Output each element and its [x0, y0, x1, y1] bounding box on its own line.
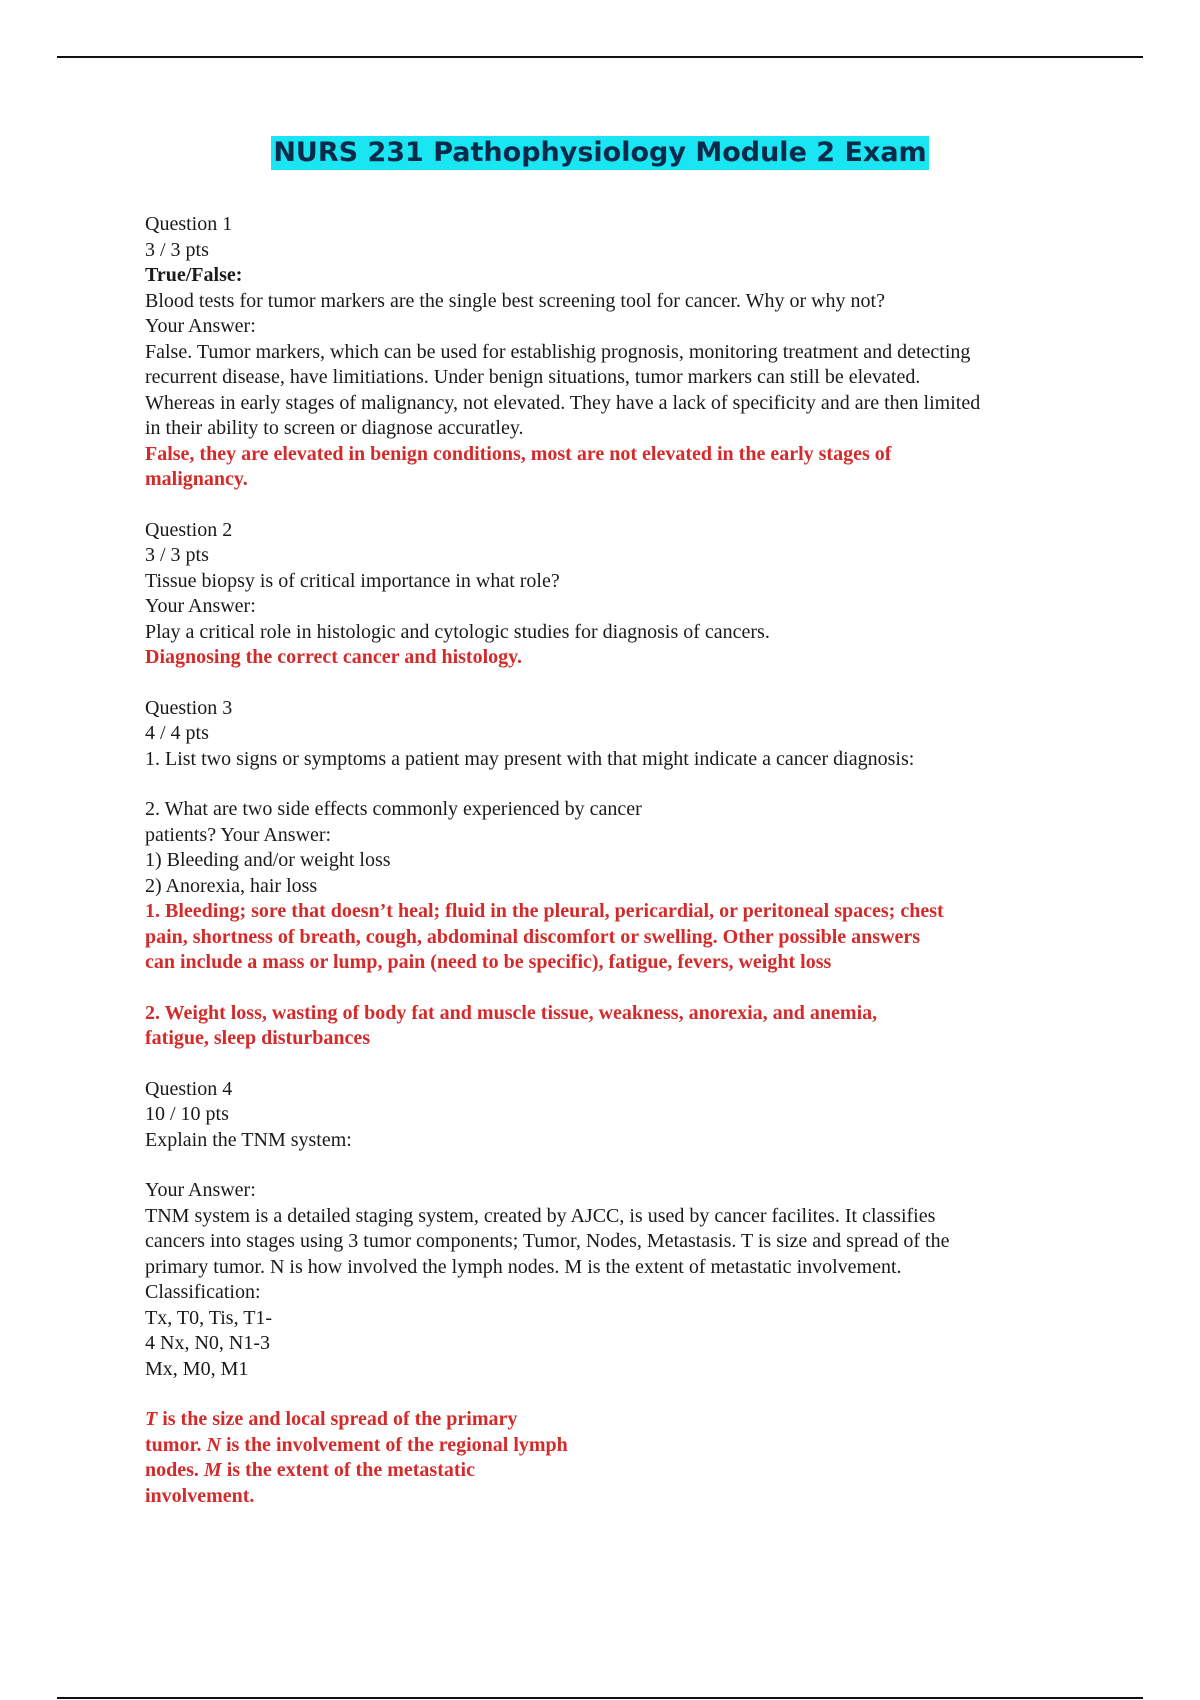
correct-answer-line	[145, 1458, 635, 1484]
question-label: Question 1	[145, 213, 233, 235]
question-points: 4 / 4 pts	[145, 722, 209, 744]
correct-answer-line	[145, 1433, 635, 1459]
answer-line: cancers into stages using 3 tumor components; Tumor, Nodes, Metastasis. T is size and spread of the	[145, 1230, 950, 1252]
correct-answer-line: Diagnosing the correct cancer and histology.	[145, 646, 523, 668]
question-points: 3 / 3 pts	[145, 544, 209, 566]
answer-line: 1) Bleeding and/or weight loss	[145, 849, 391, 871]
correct-answer-line: 1. Bleeding; sore that doesn’t heal; fluid in the pleural, pericardial, or peritoneal spaces; chest	[145, 900, 944, 922]
page-title: NURS 231 Pathophysiology Module 2 Exam	[273, 137, 927, 168]
tnm-letter-n: N	[206, 1433, 221, 1456]
tnm-text: nodes.	[145, 1459, 204, 1481]
correct-answer-line: fatigue, sleep disturbances	[145, 1027, 370, 1049]
question-label: Question 4	[145, 1077, 233, 1100]
correct-answer-line: involvement.	[145, 1484, 255, 1507]
title-container	[0, 136, 1200, 170]
top-divider	[57, 56, 1143, 58]
exam-content	[145, 212, 1075, 1509]
correct-answer-line: False, they are elevated in benign conditions, most are not elevated in the early stages of	[145, 442, 892, 465]
correct-answer-line: malignancy.	[145, 468, 248, 490]
answer-line: Classification:	[145, 1281, 261, 1303]
tnm-text: is the size and local spread of the primary	[157, 1408, 518, 1430]
correct-answer-line: 2. Weight loss, wasting of body fat and muscle tissue, weakness, anorexia, and anemia,	[145, 1001, 878, 1024]
correct-answer-line: pain, shortness of breath, cough, abdominal discomfort or swelling. Other possible answers	[145, 925, 921, 948]
answer-line: 2) Anorexia, hair loss	[145, 874, 318, 897]
question-type: True/False:	[145, 264, 243, 286]
your-answer-label: Your Answer:	[145, 1179, 256, 1201]
correct-answer-block	[145, 1407, 635, 1509]
answer-line: 4 Nx, N0, N1-3	[145, 1332, 270, 1354]
tnm-letter-t: T	[145, 1408, 158, 1430]
tnm-letter-m: M	[203, 1459, 222, 1481]
correct-answer-line: can include a mass or lump, pain (need to be specific), fatigue, fevers, weight loss	[145, 951, 832, 973]
question-prompt: patients? Your Answer:	[145, 823, 332, 846]
answer-line: TNM system is a detailed staging system, created by AJCC, is used by cancer facilites. It classifies	[145, 1204, 936, 1227]
answer-line: Mx, M0, M1	[145, 1357, 249, 1380]
tnm-text: is the involvement of the regional lymph	[220, 1433, 568, 1456]
answer-line: recurrent disease, have limitiations. Under benign situations, tumor markers can still be elevated.	[145, 366, 921, 388]
answer-line: Whereas in early stages of malignancy, not elevated. They have a lack of specificity and are then limited	[145, 391, 981, 414]
question-prompt: Blood tests for tumor markers are the single best screening tool for cancer. Why or why not?	[145, 289, 885, 312]
question-2	[145, 518, 1075, 671]
question-3	[145, 696, 1075, 1052]
your-answer-label: Your Answer:	[145, 595, 256, 617]
question-prompt: Explain the TNM system:	[145, 1128, 352, 1151]
answer-line: Play a critical role in histologic and cytologic studies for diagnosis of cancers.	[145, 620, 770, 643]
question-label: Question 2	[145, 518, 233, 541]
question-prompt: 2. What are two side effects commonly experienced by cancer	[145, 798, 642, 820]
your-answer-label: Your Answer:	[145, 315, 256, 337]
question-prompt: Tissue biopsy is of critical importance in what role?	[145, 569, 560, 592]
question-1	[145, 212, 1075, 493]
answer-line: in their ability to screen or diagnose accuratley.	[145, 417, 524, 439]
tnm-text: is the extent of the metastatic	[221, 1459, 475, 1481]
correct-answer-line	[145, 1407, 635, 1433]
tnm-text: tumor.	[145, 1433, 207, 1456]
question-prompt: 1. List two signs or symptoms a patient may present with that might indicate a cancer diagnosis:	[145, 747, 915, 770]
question-label: Question 3	[145, 696, 233, 719]
question-points: 3 / 3 pts	[145, 238, 209, 261]
answer-line: Tx, T0, Tis, T1-	[145, 1306, 273, 1329]
question-4	[145, 1077, 1075, 1510]
answer-line: primary tumor. N is how involved the lymph nodes. M is the extent of metastatic involvement.	[145, 1255, 902, 1278]
answer-line: False. Tumor markers, which can be used for establishig prognosis, monitoring treatment and detecting	[145, 340, 971, 363]
bottom-divider	[57, 1697, 1143, 1699]
question-points: 10 / 10 pts	[145, 1103, 229, 1125]
